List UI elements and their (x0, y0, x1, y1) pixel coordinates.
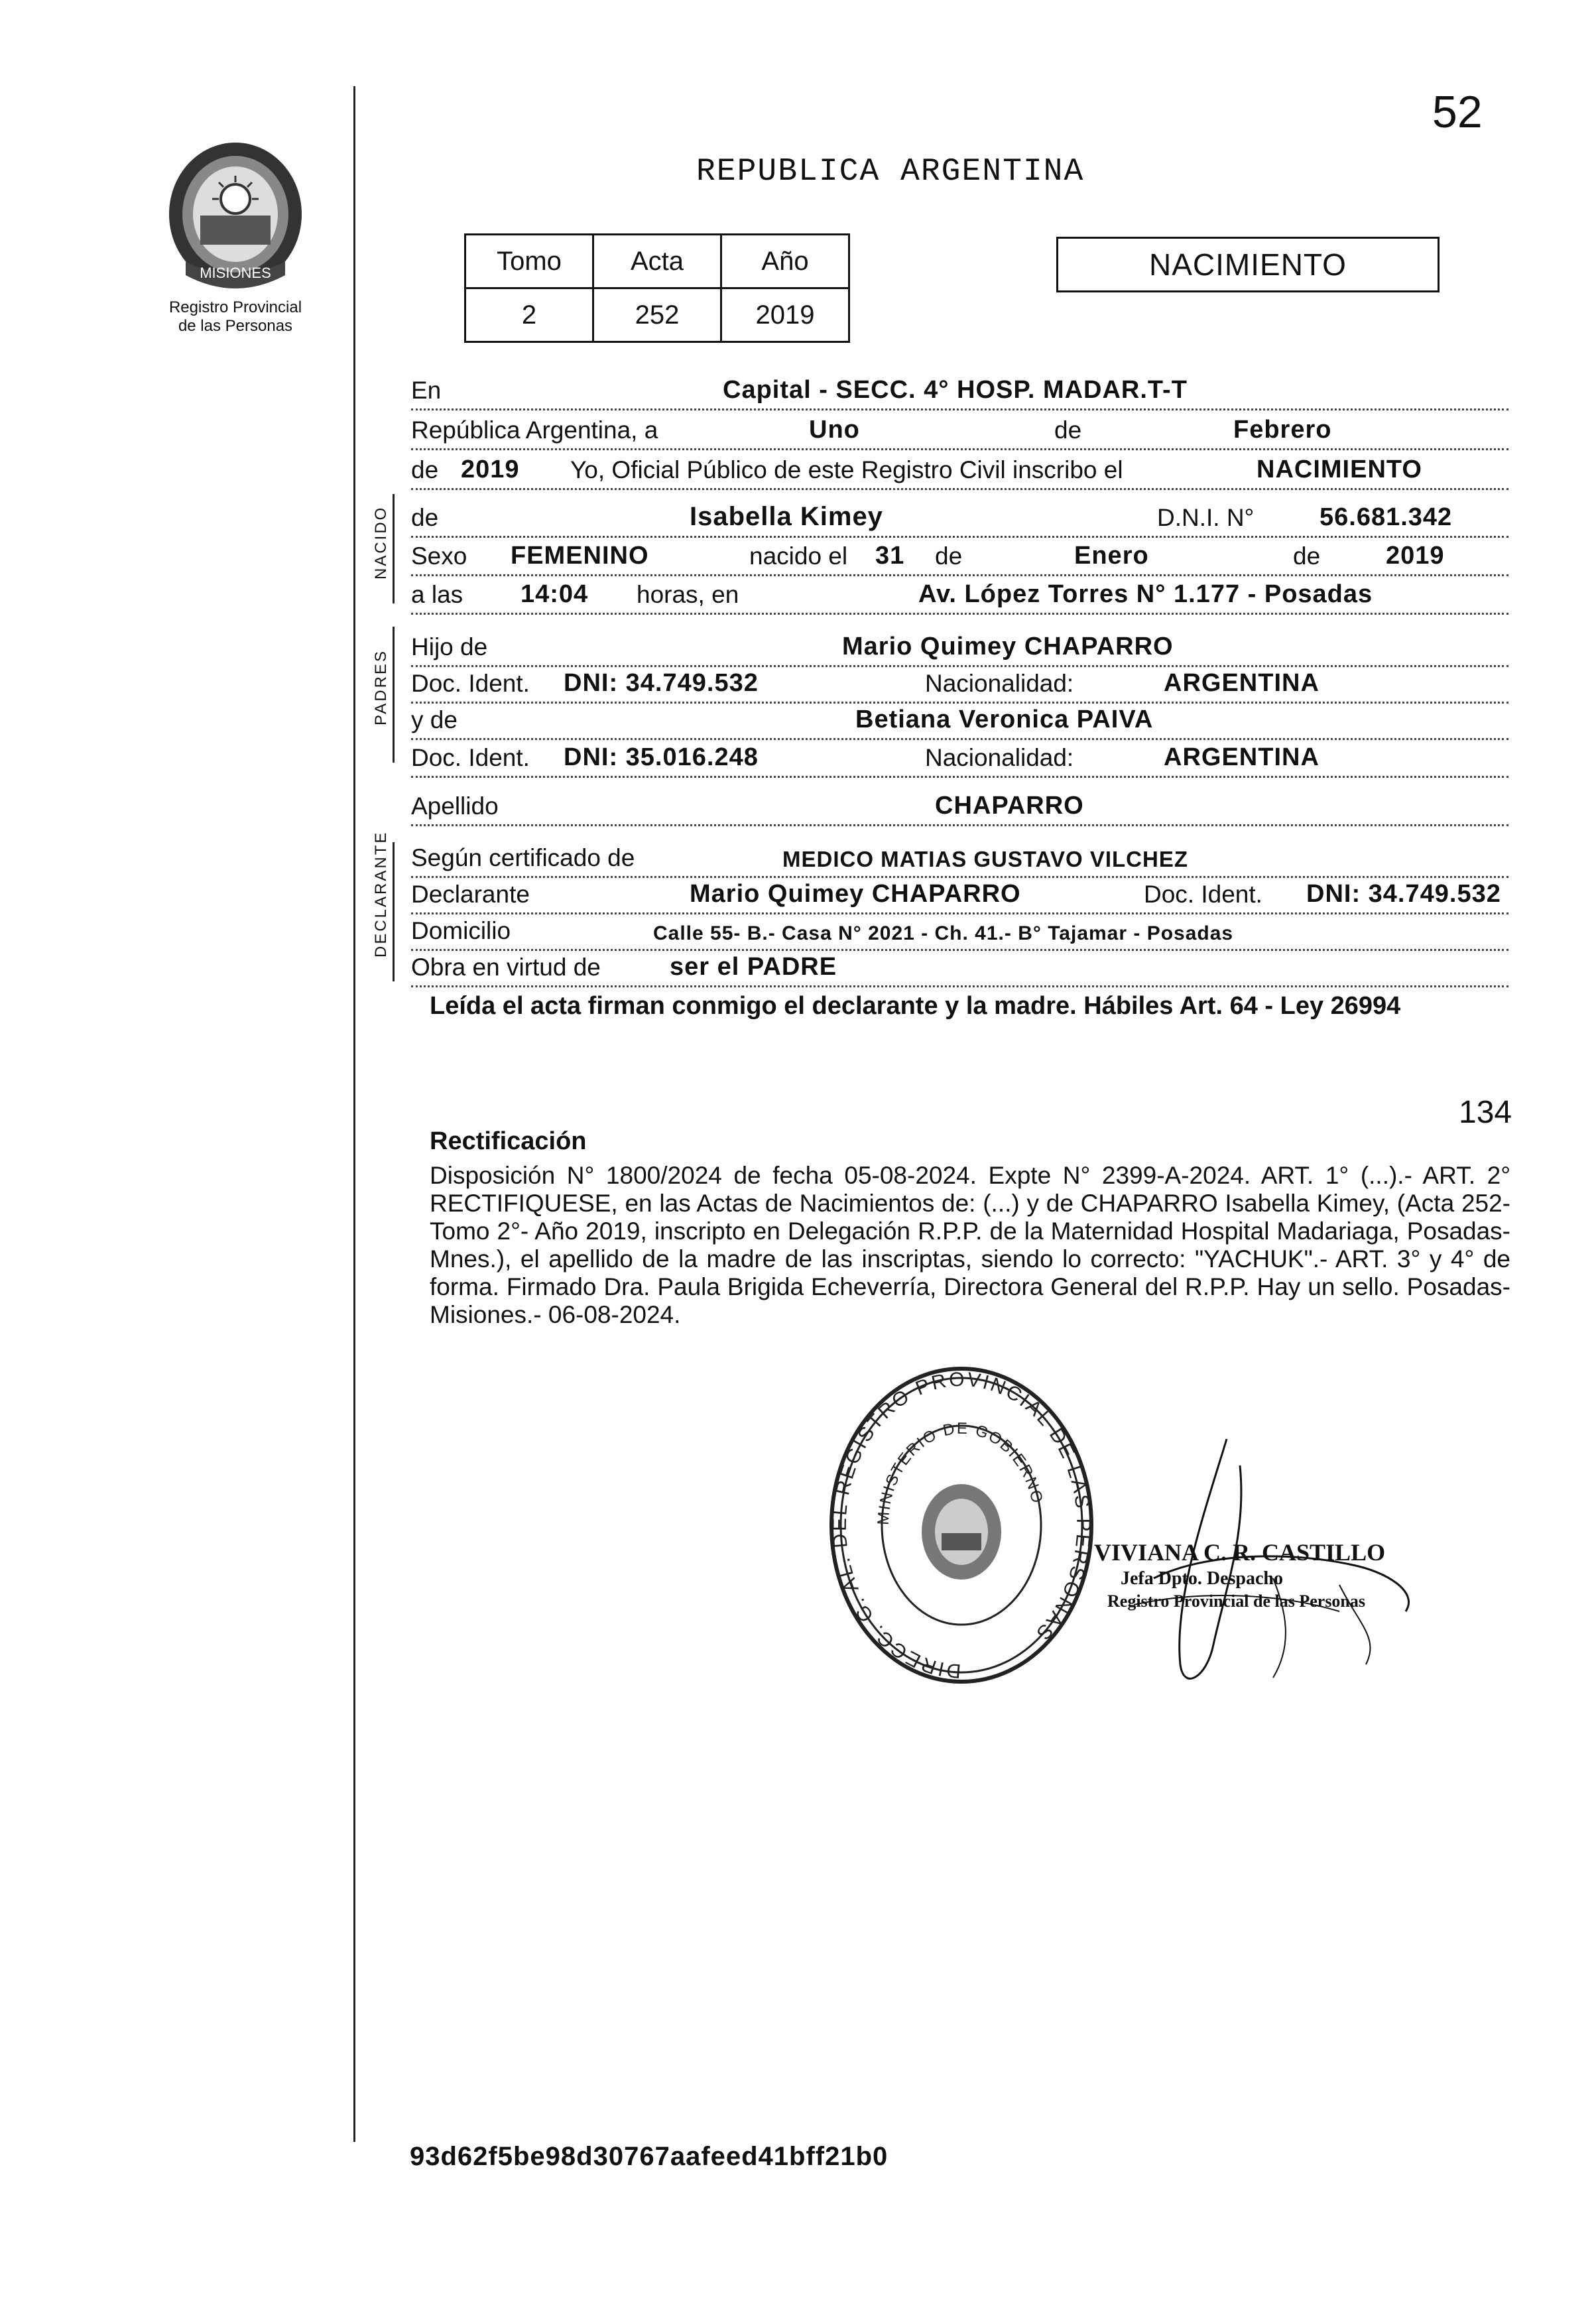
value-padre-doc: DNI: 34.749.532 (564, 669, 759, 697)
label-y-de: y de (411, 706, 458, 733)
value-declarante: Mario Quimey CHAPARRO (690, 880, 1021, 908)
row-obra (411, 947, 1508, 987)
value-nac-mes: Enero (1074, 542, 1149, 570)
signatory-office: Registro Provincial de las Personas (1107, 1591, 1366, 1611)
label-hijo-de: Hijo de (411, 633, 488, 660)
row-certificado (411, 838, 1508, 878)
label-de: de (411, 456, 439, 483)
value-apellido: CHAPARRO (935, 792, 1084, 820)
record-header: Acta (593, 235, 721, 288)
value-certificado: MEDICO MATIAS GUSTAVO VILCHEZ (782, 847, 1188, 871)
label-sexo: Sexo (411, 542, 467, 570)
label-domicilio: Domicilio (411, 917, 511, 944)
record-header: Tomo (465, 235, 593, 288)
label-apellido: Apellido (411, 792, 499, 820)
acta-value: 252 (593, 288, 721, 342)
value-madre-doc: DNI: 35.016.248 (564, 743, 759, 771)
label-oficial: Yo, Oficial Público de este Registro Civil inscribo el (570, 456, 1123, 483)
value-obra: ser el PADRE (670, 953, 837, 981)
row-fecha (411, 410, 1508, 450)
signatory-name: VIVIANA C. R. CASTILLO (1094, 1539, 1386, 1566)
label-a-las: a las (411, 581, 463, 608)
label-nacido-el: nacido el (749, 542, 848, 570)
label-doc-ident: Doc. Ident. (1144, 881, 1262, 908)
declarante-bracket (393, 842, 395, 981)
row-padre (411, 627, 1508, 667)
label-horas-en: horas, en (637, 581, 739, 608)
row-inscribo (411, 450, 1508, 490)
margin-number: 134 (1459, 1095, 1512, 1130)
label-de: de (411, 504, 439, 531)
row-padre-doc (411, 663, 1508, 704)
value-declarante-doc: DNI: 34.749.532 (1306, 880, 1501, 908)
label-en: En (411, 377, 442, 404)
official-seal (822, 1359, 1101, 1691)
label-de: de (1054, 416, 1082, 444)
section-nacido: NACIDO (372, 505, 390, 580)
section-declarante: DECLARANTE (372, 830, 390, 958)
value-nac-dia: 31 (875, 542, 905, 570)
padres-bracket (393, 627, 395, 763)
label-de: de (1293, 542, 1321, 570)
value-nac-anio: 2019 (1386, 542, 1445, 570)
value-nombre: Isabella Kimey (690, 502, 883, 531)
label-nacionalidad: Nacionalidad: (925, 744, 1074, 771)
value-lugar-nac: Av. López Torres N° 1.177 - Posadas (918, 580, 1373, 608)
value-madre: Betiana Veronica PAIVA (855, 706, 1154, 733)
value-mes: Febrero (1233, 416, 1332, 444)
row-nombre (411, 497, 1508, 538)
label-segun: Según certificado de (411, 844, 635, 871)
value-dia: Uno (809, 416, 860, 444)
label-republica: República Argentina, a (411, 416, 658, 444)
rectificacion-title: Rectificación (430, 1127, 587, 1155)
value-domicilio: Calle 55- B.- Casa N° 2021 - Ch. 41.- B° Tajamar - Posadas (653, 922, 1234, 944)
value-madre-nac: ARGENTINA (1164, 743, 1320, 771)
row-declarante (411, 874, 1508, 914)
label-obra: Obra en virtud de (411, 954, 601, 981)
value-lugar: Capital - SECC. 4° HOSP. MADAR.T-T (723, 376, 1188, 404)
row-hora (411, 574, 1508, 615)
value-padre: Mario Quimey CHAPARRO (842, 633, 1174, 660)
record-type-box: NACIMIENTO (1056, 237, 1440, 292)
label-nacionalidad: Nacionalidad: (925, 670, 1074, 697)
closing-statement: Leída el acta firman conmigo el declarante y la madre. Hábiles Art. 64 - Ley 26994 (430, 992, 1401, 1020)
row-domicilio (411, 910, 1508, 951)
signatory-role: Jefa Dpto. Despacho (1121, 1568, 1283, 1589)
value-padre-nac: ARGENTINA (1164, 669, 1320, 697)
tomo-value: 2 (465, 288, 593, 342)
row-apellido (411, 786, 1508, 826)
anio-value: 2019 (721, 288, 849, 342)
row-sexo (411, 536, 1508, 576)
nacido-bracket (393, 494, 395, 603)
margin-line (353, 86, 355, 2142)
value-sexo: FEMENINO (511, 542, 649, 570)
registry-logo (159, 136, 312, 295)
rectificacion-body: Disposición N° 1800/2024 de fecha 05-08-2024. Expte N° 2399-A-2024. ART. 1° (...).- ART. 2° RECTIFIQUESE, en las Actas de Nacimientos de: (...) y de CHAPARRO Isabella Kimey, (Acta 252- Tomo 2°- Año 2019, inscripto en Delegación R.P.P. de la Maternidad Hospital Madariaga, Posadas-Mnes.), el apellido de la madre de las inscriptas, siendo lo correcto: "YACHUK".- ART. 3° y 4° de forma. Firmado Dra. Paula Brigida Echeverría, Directora General del R.P.P. Hay un sello. Posadas- Misiones.- 06-08-2024. (430, 1162, 1510, 1328)
label-doc-ident: Doc. Ident. (411, 670, 530, 697)
record-table (464, 233, 850, 343)
label-declarante: Declarante (411, 881, 530, 908)
row-madre (411, 700, 1508, 740)
page-number: 52 (1432, 87, 1483, 137)
row-madre-doc (411, 737, 1508, 778)
value-anio: 2019 (461, 456, 520, 483)
label-doc-ident: Doc. Ident. (411, 744, 530, 771)
section-padres: PADRES (372, 649, 390, 725)
row-lugar (411, 370, 1508, 410)
record-header: Año (721, 235, 849, 288)
logo-text: MISIONES (200, 265, 271, 281)
label-de: de (935, 542, 963, 570)
seal-inner-text: MINISTERIO DE GOBIERNO (874, 1419, 1047, 1526)
document-title: REPUBLICA ARGENTINA (696, 154, 1085, 190)
registry-label: Registro Provincial de las Personas (168, 298, 302, 335)
seal-outer-text: DIRECC. G. AL. DEL REGISTRO PROVINCIAL DE LAS PERSONAS (828, 1368, 1095, 1682)
value-hora: 14:04 (521, 580, 589, 608)
value-inscribo: NACIMIENTO (1257, 456, 1422, 483)
label-dni: D.N.I. N° (1157, 504, 1255, 531)
document-hash: 93d62f5be98d30767aafeed41bff21b0 (410, 2142, 889, 2171)
value-dni: 56.681.342 (1320, 503, 1453, 531)
